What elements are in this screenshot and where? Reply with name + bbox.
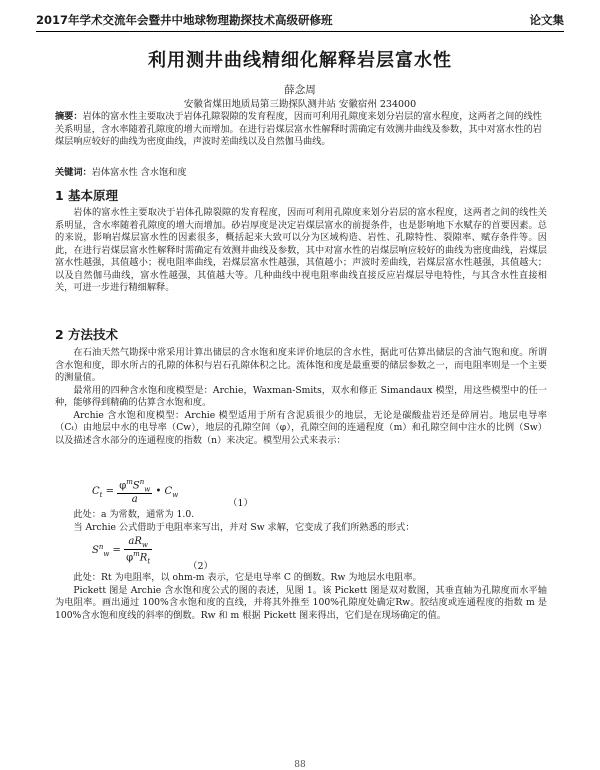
header-conference: 2017年学术交流年会暨井中地球物理勘探技术高级研修班 xyxy=(36,13,333,27)
equation-1-note-text: 此处：a 为常数，通常为 1.0. xyxy=(73,509,195,520)
keywords xyxy=(55,167,547,180)
section-2-paragraph-3: Archie 含水饱和度模型：Archie 模型适用于所有含泥质很少的地层，无论是碳酸盐岩还是碎屑岩。地层电导率（Cₜ）由地层中水的电导率（Cw），地层的孔隙空间（φ），孔隙空间的连通程度（m）和孔隙空间中注水的比例（Sw）以及描述含水部分的连通程度的指数（n）来决定。模型用公式来表示： xyxy=(55,409,547,446)
running-header xyxy=(36,10,564,32)
page-number: 88 xyxy=(294,760,306,770)
abstract xyxy=(55,111,547,149)
equation-2: $S^n_w$ = $\frac{aR_w}{\varphi^mR_t}$ xyxy=(92,536,151,566)
abstract-text: 岩体的富水性主要取决于岩体孔隙裂隙的发育程度，因而可利用孔隙度来划分岩层的富水程度，这两者之间的线性关系明显，含水率随着孔隙度的增大而增加。在进行岩煤层富水性解释时需确定有效测井曲线及参数，其中对富水性的岩煤层响应较好的曲线为密度曲线，声波时差曲线以及自然伽马曲线。 xyxy=(55,111,542,147)
section-2-paragraph-5: 此处：Rt 为电阻率，以 ohm-m 表示，它是电导率 C 的倒数。Rw 为地层水电阻率。 xyxy=(73,572,422,583)
header-collection: 论文集 xyxy=(529,13,564,27)
paper-title: 利用测井曲线精细化解释岩层富水性 xyxy=(148,50,452,71)
section-2-paragraph-1: 在石油天然气勘探中常采用计算出储层的含水饱和度来评价地层的含水性，据此可估算出储层的含油气饱和度。所谓含水饱和度，即水所占的孔隙的体积与岩石孔隙体积之比。流体饱和度是最重要的储层参数之一，而电阻率则是一个主要的测量值。 xyxy=(55,347,547,383)
section-2-tail xyxy=(55,572,547,622)
section-2-heading: 2 方法技术 xyxy=(55,327,119,342)
section-1-heading: 1 基本原理 xyxy=(55,188,119,203)
section-1-paragraph: 岩体的富水性主要取决于岩体孔隙裂隙的发育程度，因而可利用孔隙度来划分岩层的富水程度，这两者之间的线性关系明显，含水率随着孔隙度的增大而增加。砂岩厚度是决定岩煤层富水的前提条件，也是影响地下水赋存的首要因素。总的来说，影响岩煤层富水性的因素很多，概括起来大致可以分为区域构造、岩性、孔隙特性、裂隙率、赋存条件等。因此，在进行岩煤层富水性解释时需确定有效测井曲线及参数，其中对富水性的岩煤层响应较好的曲线为密度曲线，岩煤层富水性越强，其值越小；视电阻率曲线，岩煤层富水性越强，其值越小；声波时差曲线，岩煤层富水性越强，其值越大；以及自然伽马曲线，富水性越强，其值越大等。几种曲线中视电阻率曲线直接反应岩煤层导电特性，与其含水性直接相关，可进一步进行精细解释。 xyxy=(55,207,547,293)
keywords-label: 关键词： xyxy=(55,167,92,178)
author-affiliation: 安徽省煤田地质局第三勘探队测井站 安徽宿州 234000 xyxy=(183,99,417,110)
section-2-paragraph-4: 当 Archie 公式借助于电阻率来写出，并对 Sw 求解，它变成了我们所熟悉的形式： xyxy=(73,521,415,533)
keywords-text: 岩体富水性 含水饱和度 xyxy=(91,167,187,178)
section-1-body xyxy=(55,207,547,295)
equation-1: $C_t$ = $\frac{\varphi^mS^n_w}{a}$ • $C_w$ xyxy=(92,478,179,506)
abstract-label: 摘要： xyxy=(55,111,83,122)
section-2-paragraph-2: 最常用的四种含水饱和度模型是：Archie，Waxman-Smits，双水和修正 Simandaux 模型，用这些模型中的任一种，能够得到精确的估算含水饱和度。 xyxy=(55,384,547,408)
section-2-paragraph-6: Pickett 图是 Archie 含水饱和度公式的图的表述，见图 1。该 Pickett 图是双对数图，其垂直轴为孔隙度而水平轴为电阻率。画出通过 100%含水饱和度的直线，并将其外推至 100%孔隙度处确定Rw。胶结度或连通程度的指数 m 是 100%含水饱和度线的斜率的倒数。Rw 和 m 根据 Pickett 图来得出，它们是在现场确定的值。 xyxy=(55,584,547,621)
equation-1-number: （1） xyxy=(228,498,254,509)
equation-2-number: （2） xyxy=(188,561,214,572)
equation-1-note xyxy=(55,509,547,534)
author-name: 薛念周 xyxy=(284,84,316,96)
section-2-body xyxy=(55,347,547,447)
